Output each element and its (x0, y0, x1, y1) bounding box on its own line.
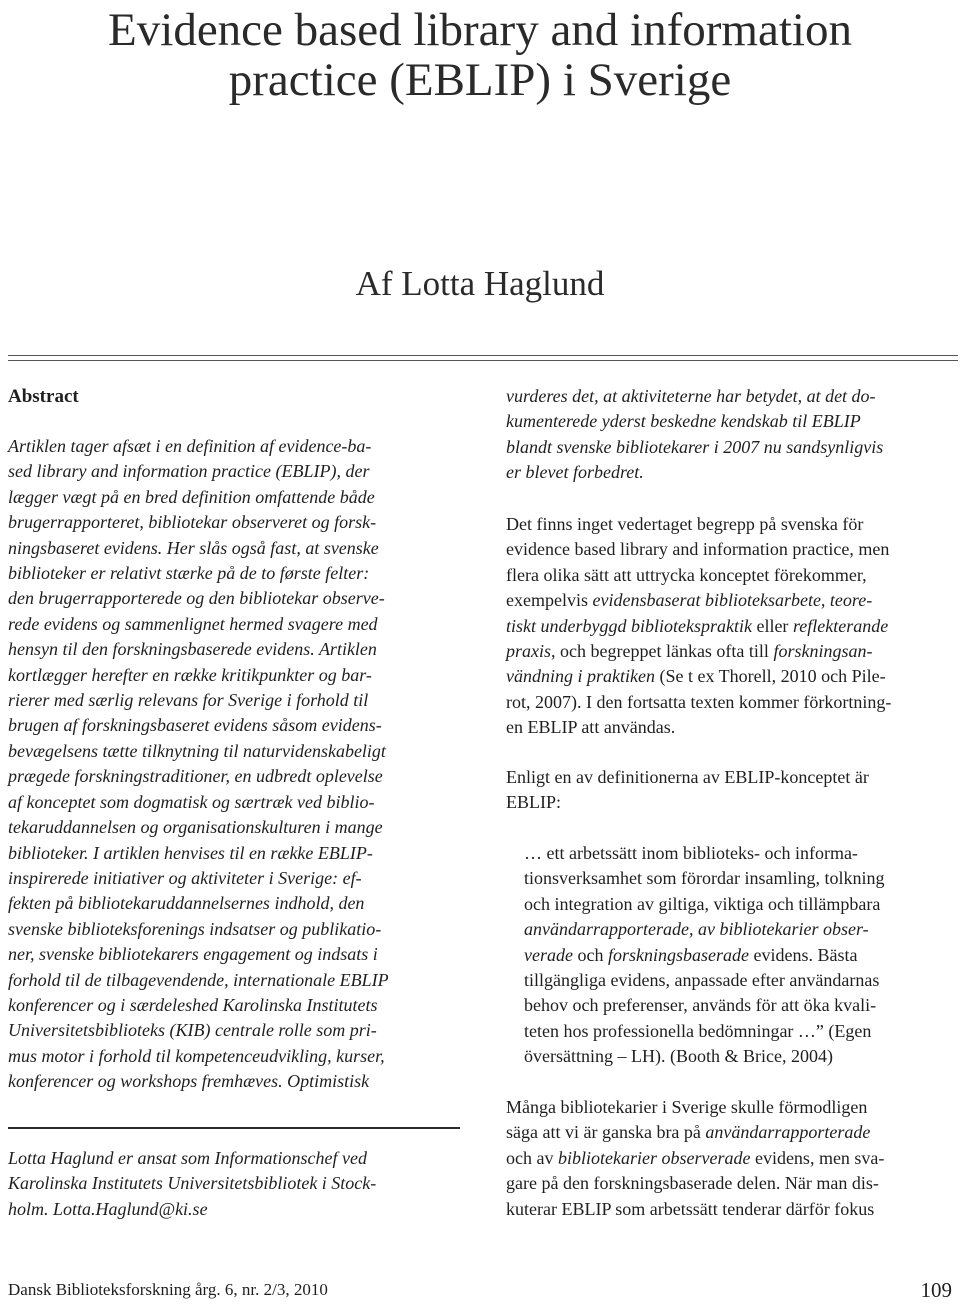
body-line (506, 1120, 956, 1145)
abstract-heading: Abstract (8, 386, 79, 407)
italic-term: forskningsbaserade (607, 944, 749, 965)
quote-line: teten hos professionella bedömningar …” (Egen (524, 1020, 872, 1041)
quote-line: tionsverksamhet som förordar insamling, tolkning (524, 868, 885, 889)
italic-term: tiskt underbyggd bibliotekspraktik (506, 615, 752, 636)
body-text: evidens, men sva- (750, 1147, 885, 1168)
body-line: flera olika sätt att uttrycka konceptet förekommer, (506, 564, 867, 585)
abstract-line: biblioteker. I artiklen henvises til en række EBLIP- (8, 842, 373, 863)
abstract-line: ningsbaseret evidens. Her slås også fast, at svenske (8, 537, 379, 558)
quote-line (524, 943, 944, 968)
quote-line: tillgängliga evidens, anpassade efter användarnas (524, 970, 880, 991)
abstract-line: vurderes det, at aktiviteterne har betydet, at det do- (506, 386, 876, 406)
abstract-line: hensyn til den forskningsbaserede evidens. Artiklen (8, 639, 377, 660)
quote-text: och (572, 944, 608, 965)
author-byline: Af Lotta Haglund (355, 264, 605, 303)
body-paragraph-2 (506, 765, 956, 816)
author-note-line: Lotta Haglund er ansat som Informationschef ved (8, 1148, 367, 1168)
abstract-line: sed library and information practice (EBLIP), der (8, 461, 370, 482)
abstract-line: blandt svenske bibliotekarer i 2007 nu sandsynligvis (506, 436, 884, 457)
abstract-line: rierer med særlig relevans for Sverige i forhold til (8, 690, 369, 711)
italic-term: evidensbaserat biblioteksarbete, teore- (592, 590, 873, 611)
abstract-line: konferencer og i særdeleshed Karolinska Institutets (8, 994, 378, 1015)
abstract-line: lægger vægt på en bred definition omfattende både (8, 486, 375, 507)
body-line: kuterar EBLIP som arbetssätt tenderar därför fokus (506, 1198, 875, 1219)
author-note-divider (8, 1127, 460, 1129)
author-note-line: holm. Lotta.Haglund@ki.se (8, 1198, 208, 1219)
block-quote (524, 841, 944, 1070)
abstract-line: svenske biblioteksforenings indsatser og publikatio- (8, 918, 382, 939)
italic-term: praxis (506, 641, 551, 662)
quote-line: översättning – LH). (Booth & Brice, 2004) (524, 1046, 833, 1067)
italic-term: vändning i praktiken (506, 666, 655, 687)
italic-term: forskningsan- (773, 641, 873, 662)
body-line: gare på den forskningsbaserade delen. När man dis- (506, 1173, 879, 1194)
body-text: (Se t ex Thorell, 2010 och Pile- (654, 666, 886, 687)
body-line (506, 639, 956, 664)
quote-text: evidens. Bästa (748, 944, 858, 965)
abstract-line: forhold til de tilbagevendende, internationale EBLIP (8, 969, 389, 990)
page-number: 109 (920, 1278, 952, 1302)
quote-line: behov och preferenser, används för att öka kvali- (524, 995, 877, 1016)
abstract-line: af konceptet som dogmatisk og særtræk ved biblio- (8, 791, 375, 812)
italic-term: reflekterande (792, 615, 889, 636)
author-note (8, 1146, 463, 1222)
abstract-line: ner, svenske bibliotekarers engagement og indsats i (8, 944, 378, 965)
body-text: , och begreppet länkas ofta till (551, 641, 774, 662)
abstract-line: Artiklen tager afsæt i en definition af evidence-ba- (8, 436, 372, 456)
abstract-line: biblioteker er relativt stærke på de to første felter: (8, 563, 370, 584)
abstract-line: konferencer og workshops fremhæves. Optimistisk (8, 1071, 370, 1092)
quote-line: användarrapporterade, av bibliotekarier obser- (524, 919, 869, 940)
title-line-1: Evidence based library and information (108, 4, 852, 56)
abstract-line: prægede forskningstraditioner, en udbredt oplevelse (8, 766, 383, 787)
title-line-2: practice (EBLIP) i Sverige (228, 54, 732, 106)
abstract-line: brugen af forskningsbaseret evidens såsom evidens- (8, 715, 382, 736)
journal-citation: Dansk Biblioteksforskning årg. 6, nr. 2/3, 2010 (8, 1280, 328, 1299)
header-divider-bottom (8, 360, 958, 361)
quote-line: … ett arbetssätt inom biblioteks- och informa- (524, 843, 858, 863)
abstract-line: brugerrapporteret, bibliotekar observeret og forsk- (8, 512, 377, 533)
body-line: Det finns inget vedertaget begrepp på svenska för (506, 514, 864, 534)
body-text: eller (751, 615, 793, 636)
body-text: och av (506, 1147, 558, 1168)
abstract-line: Universitetsbiblioteks (KIB) centrale rolle som pri- (8, 1020, 377, 1041)
abstract-line: den brugerrapporterede og den bibliotekar observe- (8, 588, 385, 609)
abstract-line: fekten på bibliotekaruddannelsernes indhold, den (8, 893, 365, 914)
abstract-line: mus motor i forhold til kompetenceudvikling, kurser, (8, 1045, 385, 1066)
body-line: Enligt en av definitionerna av EBLIP-konceptet är (506, 767, 869, 787)
body-line: rot, 2007). I den fortsatta texten kommer förkortning- (506, 691, 892, 712)
body-line: evidence based library and information practice, men (506, 539, 890, 560)
header-divider-top (8, 355, 958, 356)
abstract-line: bevægelsens tætte tilknytning til naturvidenskabeligt (8, 740, 386, 761)
body-line (506, 1146, 956, 1171)
abstract-text (8, 434, 463, 1095)
italic-term: bibliotekarier observerade (557, 1147, 751, 1168)
body-line (506, 614, 956, 639)
italic-term: verade (524, 944, 573, 965)
abstract-line: kumenterede yderst beskedne kendskab til EBLIP (506, 411, 861, 432)
abstract-line: kortlægger herefter en række kritikpunkter og bar- (8, 664, 372, 685)
abstract-line: inspirerede initiativer og aktiviteter i Sverige: ef- (8, 867, 362, 888)
body-line (506, 588, 956, 613)
italic-term: användarrapporterade (705, 1122, 871, 1143)
body-line: EBLIP: (506, 792, 562, 813)
author-note-line: Karolinska Institutets Universitetsbibliotek i Stock- (8, 1173, 377, 1194)
body-paragraph-3 (506, 1095, 956, 1222)
body-line: en EBLIP att användas. (506, 717, 676, 738)
abstract-continuation (506, 384, 956, 486)
abstract-line: rede evidens og sammenlignet hermed svagere med (8, 613, 378, 634)
quote-line: och integration av giltiga, viktiga och tillämpbara (524, 893, 881, 914)
body-text: säga att vi är ganska bra på (506, 1122, 706, 1143)
abstract-line: tekaruddannelsen og organisationskulturen i mange (8, 817, 383, 838)
body-paragraph-1 (506, 512, 956, 741)
abstract-line: er blevet forbedret. (506, 462, 644, 483)
body-line (506, 664, 956, 689)
body-line: Många bibliotekarier i Sverige skulle förmodligen (506, 1097, 868, 1117)
body-text: exempelvis (506, 590, 593, 611)
